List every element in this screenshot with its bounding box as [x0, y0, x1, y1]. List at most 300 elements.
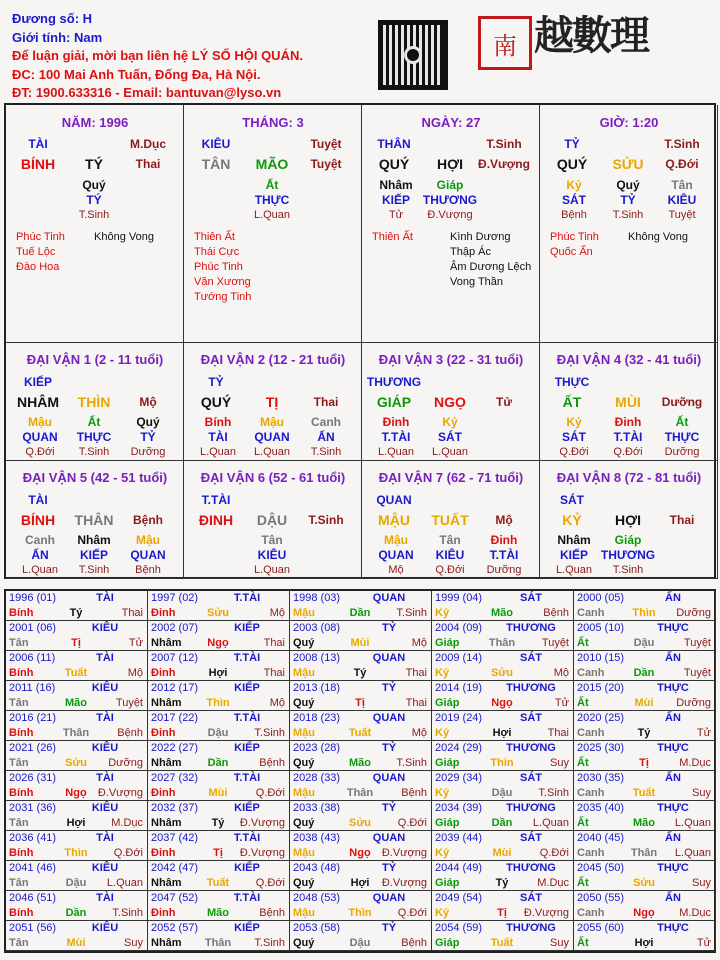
- year-cell[interactable]: [574, 711, 716, 741]
- year-stem: Nhâm: [151, 817, 182, 829]
- year-stem: Nhâm: [151, 697, 182, 709]
- year-label: 2045 (50): [577, 862, 625, 874]
- dai-van-title: ĐẠI VẬN 7 (62 - 71 tuổi): [378, 470, 524, 485]
- year-god: SÁT: [520, 652, 542, 664]
- hidden-god: THƯƠNG: [600, 548, 656, 562]
- year-label: 2029 (34): [435, 772, 483, 784]
- year-cell[interactable]: [148, 741, 290, 771]
- dai-van-stem: BÍNH: [20, 512, 56, 528]
- year-cell[interactable]: [432, 621, 574, 651]
- year-phase: M.Dục: [111, 817, 143, 829]
- year-stem: Mậu: [293, 727, 315, 739]
- year-cell[interactable]: [6, 621, 148, 651]
- year-branch: Sửu: [348, 817, 372, 829]
- year-phase: Thai: [263, 667, 285, 679]
- year-label: 2053 (58): [293, 922, 341, 934]
- year-cell[interactable]: [290, 591, 432, 621]
- hidden-stem: Mậu: [384, 533, 408, 547]
- year-stem: Kỷ: [435, 667, 450, 679]
- year-cell[interactable]: [574, 771, 716, 801]
- year-god: TỶ: [381, 862, 397, 874]
- year-cell[interactable]: [148, 831, 290, 861]
- year-cell[interactable]: [574, 681, 716, 711]
- year-label: 2019 (24): [435, 712, 483, 724]
- year-cell[interactable]: [574, 891, 716, 921]
- year-phase: T.Sinh: [112, 907, 143, 919]
- year-phase: Tử: [696, 937, 711, 949]
- dai-van-branch: NGỌ: [434, 394, 466, 410]
- hidden-stem: Canh: [25, 533, 55, 547]
- star: Phúc Tinh: [16, 231, 65, 243]
- year-label: 2008 (13): [293, 652, 341, 664]
- year-stem: Canh: [577, 907, 605, 919]
- year-label: 2024 (29): [435, 742, 483, 754]
- year-god: T.TÀI: [233, 652, 261, 664]
- year-cell[interactable]: [432, 891, 574, 921]
- year-phase: Bệnh: [259, 757, 285, 769]
- stem: QUÝ: [556, 156, 588, 172]
- year-cell[interactable]: [6, 831, 148, 861]
- year-label: 2027 (32): [151, 772, 199, 784]
- year-label: 2051 (56): [9, 922, 57, 934]
- year-stem: Giáp: [435, 937, 460, 949]
- year-phase: Mộ: [127, 667, 143, 679]
- stem: BÍNH: [20, 156, 56, 172]
- year-god: ẤN: [665, 712, 681, 724]
- year-branch: Mùi: [634, 697, 654, 709]
- year-phase: M.Dục: [679, 757, 711, 769]
- dai-van-stem: NHÂM: [17, 394, 59, 410]
- phase: Thai: [135, 157, 161, 171]
- hidden-phase: Dưỡng: [486, 564, 522, 576]
- year-cell[interactable]: [290, 921, 432, 951]
- year-god: ẤN: [665, 892, 681, 904]
- hidden-stem: Đinh: [490, 533, 518, 547]
- year-god: ẤN: [665, 592, 681, 604]
- hidden-god: ẤN: [31, 548, 49, 562]
- year-phase: Q.Đới: [255, 877, 285, 889]
- year-label: 2054 (59): [435, 922, 483, 934]
- year-cell[interactable]: [574, 801, 716, 831]
- dai-van-stem: ĐINH: [198, 512, 234, 528]
- year-phase: T.Sinh: [396, 607, 427, 619]
- year-stem: Quý: [293, 937, 315, 949]
- year-branch: Mùi: [208, 787, 228, 799]
- year-god: KIÊU: [91, 682, 119, 694]
- year-god: SÁT: [520, 892, 542, 904]
- year-label: 2026 (31): [9, 772, 57, 784]
- year-cell[interactable]: [574, 591, 716, 621]
- year-cell[interactable]: [574, 621, 716, 651]
- phase: Tuyệt: [310, 157, 342, 171]
- year-god: QUAN: [372, 772, 406, 784]
- year-god: KIẾP: [234, 802, 260, 814]
- dai-van-title: ĐẠI VẬN 2 (12 - 21 tuổi): [200, 352, 346, 367]
- year-phase: L.Quan: [106, 877, 143, 889]
- pillar-title: GIỜ: 1:20: [599, 115, 659, 130]
- year-stem: Giáp: [435, 877, 460, 889]
- year-label: 2031 (36): [9, 802, 57, 814]
- year-cell[interactable]: [574, 921, 716, 951]
- year-branch: Hợi: [492, 727, 512, 739]
- dai-van-god: KIẾP: [23, 375, 52, 389]
- branch: HỢI: [437, 156, 463, 172]
- year-label: 2047 (52): [151, 892, 199, 904]
- dai-van-branch: TỊ: [265, 394, 279, 410]
- year-god: KIẾP: [234, 922, 260, 934]
- hidden-god: KIẾP: [79, 548, 108, 562]
- year-stem: Kỷ: [435, 907, 450, 919]
- year-cell[interactable]: [6, 921, 148, 951]
- year-god: TÀI: [96, 772, 114, 784]
- year-god: SÁT: [520, 832, 542, 844]
- year-cell[interactable]: [148, 801, 290, 831]
- logo: 越數理: [534, 12, 648, 59]
- year-cell[interactable]: [148, 681, 290, 711]
- dai-van-branch: TUẤT: [431, 512, 469, 528]
- year-god: THƯƠNG: [506, 682, 556, 694]
- year-god: T.TÀI: [233, 892, 261, 904]
- dai-van-4: [540, 343, 718, 461]
- year-cell[interactable]: [148, 861, 290, 891]
- year-stem: Đinh: [151, 907, 176, 919]
- hidden-phase: T.Sinh: [78, 446, 110, 458]
- year-cell[interactable]: [6, 591, 148, 621]
- year-label: 2042 (47): [151, 862, 199, 874]
- star: Không Vong: [94, 231, 154, 243]
- year-god: SÁT: [520, 772, 542, 784]
- year-stem: Kỷ: [435, 607, 450, 619]
- year-branch: Thân: [488, 637, 516, 649]
- year-cell[interactable]: [290, 771, 432, 801]
- hidden-stem: Nhâm: [77, 533, 111, 547]
- year-phase: Suy: [550, 937, 569, 949]
- year-phase: Tuyệt: [115, 697, 143, 709]
- year-branch: Tuất: [206, 877, 230, 889]
- hidden-stem: Quý: [136, 415, 160, 429]
- hidden-stem: Giáp: [436, 178, 464, 192]
- year-phase: Q.Đới: [255, 787, 285, 799]
- year-label: 2052 (57): [151, 922, 199, 934]
- year-branch: Thìn: [206, 697, 230, 709]
- star: Văn Xương: [194, 276, 251, 288]
- dai-van-title: ĐẠI VẬN 1 (2 - 11 tuổi): [26, 352, 164, 367]
- year-branch: Mão: [491, 607, 513, 619]
- phase: Q.Đới: [665, 157, 699, 171]
- year-cell[interactable]: [6, 771, 148, 801]
- year-cell[interactable]: [290, 651, 432, 681]
- year-stem: Tân: [9, 817, 29, 829]
- year-stem: Canh: [577, 727, 605, 739]
- hidden-phase: Bệnh: [135, 564, 161, 576]
- dai-van-title: ĐẠI VẬN 8 (72 - 81 tuổi): [556, 470, 702, 485]
- year-stem: Quý: [293, 637, 315, 649]
- hidden-phase: L.Quan: [21, 564, 59, 576]
- pillar-3: [540, 105, 718, 343]
- year-stem: Bính: [9, 907, 34, 919]
- year-god: TỶ: [381, 682, 397, 694]
- year-stem: Nhâm: [151, 757, 182, 769]
- year-phase: Q.Đới: [113, 847, 143, 859]
- year-branch: Hợi: [634, 937, 654, 949]
- year-branch: Thìn: [632, 607, 656, 619]
- dai-van-7: [362, 461, 540, 579]
- year-branch: Ngọ: [207, 637, 229, 649]
- year-cell[interactable]: [290, 711, 432, 741]
- lien-he: Để luận giải, mời bạn liên hệ LÝ SỐ HỘI QUÁN.: [12, 48, 303, 64]
- year-god: QUAN: [372, 712, 406, 724]
- hidden-stem: Quý: [82, 178, 106, 192]
- year-god: TỶ: [381, 922, 397, 934]
- year-cell[interactable]: [432, 831, 574, 861]
- year-branch: Thìn: [64, 847, 88, 859]
- dai-van-title: ĐẠI VẬN 6 (52 - 61 tuổi): [200, 470, 346, 485]
- year-label: 2021 (26): [9, 742, 57, 754]
- year-cell[interactable]: [6, 651, 148, 681]
- year-cell[interactable]: [290, 861, 432, 891]
- year-stem: Canh: [577, 787, 605, 799]
- year-cell[interactable]: [6, 891, 148, 921]
- hidden-phase: T.Sinh: [78, 564, 110, 576]
- top-right: M.Dục: [130, 137, 166, 151]
- dai-van-phase: Mộ: [495, 513, 513, 527]
- year-branch: Hợi: [66, 817, 86, 829]
- hidden-god: T.TÀI: [489, 548, 519, 562]
- year-cell[interactable]: [148, 891, 290, 921]
- year-stem: Canh: [577, 667, 605, 679]
- year-stem: Bính: [9, 787, 34, 799]
- hidden-phase: Bệnh: [561, 209, 587, 221]
- year-stem: Canh: [577, 607, 605, 619]
- year-branch: Thân: [346, 787, 374, 799]
- year-cell[interactable]: [148, 651, 290, 681]
- year-phase: T.Sinh: [254, 727, 285, 739]
- hidden-god: TỶ: [140, 430, 156, 444]
- year-branch: Tị: [355, 697, 365, 709]
- year-stem: Kỷ: [435, 787, 450, 799]
- gioi-tinh: Giới tính: Nam: [12, 29, 103, 45]
- year-god: T.TÀI: [233, 772, 261, 784]
- hidden-god: T.TÀI: [613, 430, 643, 444]
- year-cell[interactable]: [432, 681, 574, 711]
- year-god: THƯƠNG: [506, 742, 556, 754]
- hidden-god: KIÊU: [257, 548, 287, 562]
- pillar-title: NĂM: 1996: [61, 115, 129, 130]
- dai-van-phase: Dưỡng: [661, 395, 703, 409]
- year-cell[interactable]: [148, 711, 290, 741]
- hidden-stem: Ất: [675, 415, 689, 429]
- year-stem: Quý: [293, 877, 315, 889]
- dai-van-title: ĐẠI VẬN 3 (22 - 31 tuổi): [378, 352, 524, 367]
- year-god: TỶ: [381, 742, 397, 754]
- seal-stamp: 南: [478, 16, 532, 70]
- year-god: KIẾP: [234, 622, 260, 634]
- year-branch: Mão: [207, 907, 229, 919]
- year-branch: Sửu: [64, 757, 88, 769]
- year-cell[interactable]: [6, 801, 148, 831]
- year-god: ẤN: [665, 772, 681, 784]
- stem-god: TỶ: [564, 137, 580, 151]
- year-god: KIÊU: [91, 862, 119, 874]
- year-cell[interactable]: [6, 681, 148, 711]
- year-cell[interactable]: [574, 741, 716, 771]
- year-label: 2023 (28): [293, 742, 341, 754]
- year-stem: Tân: [9, 877, 29, 889]
- hidden-god: TÀI: [208, 430, 228, 444]
- dai-van-god: QUAN: [376, 493, 412, 507]
- year-branch: Dậu: [207, 727, 229, 739]
- dai-van-branch: THÂN: [74, 512, 114, 528]
- year-branch: Dần: [349, 607, 371, 619]
- year-cell[interactable]: [574, 861, 716, 891]
- year-branch: Tý: [353, 667, 367, 679]
- star: Thiên Ất: [194, 231, 235, 243]
- year-phase: Bệnh: [401, 937, 427, 949]
- year-cell[interactable]: [290, 741, 432, 771]
- dai-van-stem: KỶ: [562, 512, 582, 528]
- year-cell[interactable]: [432, 861, 574, 891]
- year-phase: Thai: [121, 607, 143, 619]
- year-phase: Dưỡng: [676, 607, 711, 619]
- dai-van-2: [184, 343, 362, 461]
- hidden-stem: Mậu: [28, 415, 52, 429]
- year-phase: T.Sinh: [396, 757, 427, 769]
- year-cell[interactable]: [6, 711, 148, 741]
- year-cell[interactable]: [148, 621, 290, 651]
- hidden-phase: L.Quan: [431, 446, 469, 458]
- hidden-god: QUAN: [378, 548, 414, 562]
- year-label: 2016 (21): [9, 712, 57, 724]
- dai-van-1: [6, 343, 184, 461]
- hidden-stem: Tân: [439, 533, 461, 547]
- year-cell[interactable]: [290, 681, 432, 711]
- dai-van-6: [184, 461, 362, 579]
- year-phase: Suy: [692, 877, 711, 889]
- hidden-stem: Mậu: [260, 415, 284, 429]
- star: Âm Dương Lệch: [450, 261, 532, 273]
- year-cell[interactable]: [290, 831, 432, 861]
- hidden-phase: L.Quan: [253, 209, 291, 221]
- year-phase: Tử: [554, 697, 569, 709]
- year-cell[interactable]: [432, 711, 574, 741]
- year-stem: Đinh: [151, 607, 176, 619]
- year-cell[interactable]: [432, 771, 574, 801]
- hidden-god: T.TÀI: [381, 430, 411, 444]
- year-god: THƯƠNG: [506, 622, 556, 634]
- year-label: 2013 (18): [293, 682, 341, 694]
- year-phase: Tuyệt: [683, 667, 711, 679]
- year-cell[interactable]: [574, 831, 716, 861]
- year-god: THỰC: [657, 682, 689, 694]
- dai-van-8: [540, 461, 718, 579]
- year-cell[interactable]: [6, 861, 148, 891]
- year-branch: Sửu: [490, 667, 514, 679]
- year-phase: Đ.Vượng: [523, 907, 569, 919]
- year-cell[interactable]: [432, 921, 574, 951]
- hidden-god: QUAN: [22, 430, 58, 444]
- dai-van-3: [362, 343, 540, 461]
- year-stem: Ất: [577, 697, 589, 709]
- star: Tướng Tinh: [194, 291, 252, 303]
- year-phase: Mộ: [269, 607, 285, 619]
- year-stem: Mậu: [293, 907, 315, 919]
- star: Phúc Tinh: [194, 261, 243, 273]
- year-god: KIÊU: [91, 802, 119, 814]
- year-stem: Giáp: [435, 817, 460, 829]
- year-stem: Giáp: [435, 757, 460, 769]
- year-god: QUAN: [372, 832, 406, 844]
- year-stem: Giáp: [435, 637, 460, 649]
- year-cell[interactable]: [574, 651, 716, 681]
- year-phase: Bệnh: [401, 787, 427, 799]
- year-phase: Bệnh: [117, 727, 143, 739]
- hidden-phase: Dưỡng: [130, 446, 166, 458]
- year-branch: Mùi: [66, 937, 86, 949]
- year-label: 1998 (03): [293, 592, 341, 604]
- year-stem: Giáp: [435, 697, 460, 709]
- year-label: 2009 (14): [435, 652, 483, 664]
- year-stem: Đinh: [151, 847, 176, 859]
- year-cell[interactable]: [432, 801, 574, 831]
- year-label: 2030 (35): [577, 772, 625, 784]
- year-branch: Mão: [65, 697, 87, 709]
- hidden-stem: Nhâm: [379, 178, 413, 192]
- year-label: 2001 (06): [9, 622, 57, 634]
- year-god: TÀI: [96, 592, 114, 604]
- year-god: THỰC: [657, 922, 689, 934]
- year-label: 2020 (25): [577, 712, 625, 724]
- year-label: 2018 (23): [293, 712, 341, 724]
- hidden-stem: Kỷ: [566, 415, 582, 429]
- year-label: 2003 (08): [293, 622, 341, 634]
- year-cell[interactable]: [290, 621, 432, 651]
- year-god: QUAN: [372, 592, 406, 604]
- hidden-stem: Đinh: [614, 415, 642, 429]
- year-label: 2002 (07): [151, 622, 199, 634]
- year-cell[interactable]: [432, 651, 574, 681]
- stem-god: KIÊU: [201, 137, 231, 151]
- hidden-god: THỰC: [664, 430, 700, 444]
- year-cell[interactable]: [432, 591, 574, 621]
- pillar-title: NGÀY: 27: [421, 115, 481, 130]
- qr-code-icon[interactable]: [378, 20, 448, 90]
- year-cell[interactable]: [6, 741, 148, 771]
- year-phase: Thai: [405, 667, 427, 679]
- year-cell[interactable]: [290, 891, 432, 921]
- hidden-god: KIÊU: [435, 548, 465, 562]
- year-branch: Ngọ: [491, 697, 513, 709]
- top-right: T.Sinh: [486, 137, 522, 151]
- year-branch: Ngọ: [65, 787, 87, 799]
- year-branch: Tị: [213, 847, 223, 859]
- dai-van-stem: MẬU: [378, 512, 410, 528]
- year-cell[interactable]: [148, 921, 290, 951]
- dai-van-stem: GIÁP: [376, 394, 412, 410]
- year-stem: Tân: [9, 637, 29, 649]
- hidden-phase: Q.Đới: [435, 564, 465, 576]
- year-stem: Quý: [293, 757, 315, 769]
- dai-van-phase: Tử: [495, 395, 513, 409]
- year-cell[interactable]: [290, 801, 432, 831]
- dai-van-god: TỶ: [208, 375, 224, 389]
- year-label: 2050 (55): [577, 892, 625, 904]
- year-cell[interactable]: [148, 591, 290, 621]
- year-label: 2039 (44): [435, 832, 483, 844]
- year-cell[interactable]: [432, 741, 574, 771]
- year-cell[interactable]: [148, 771, 290, 801]
- year-label: 2028 (33): [293, 772, 341, 784]
- year-god: THƯƠNG: [506, 922, 556, 934]
